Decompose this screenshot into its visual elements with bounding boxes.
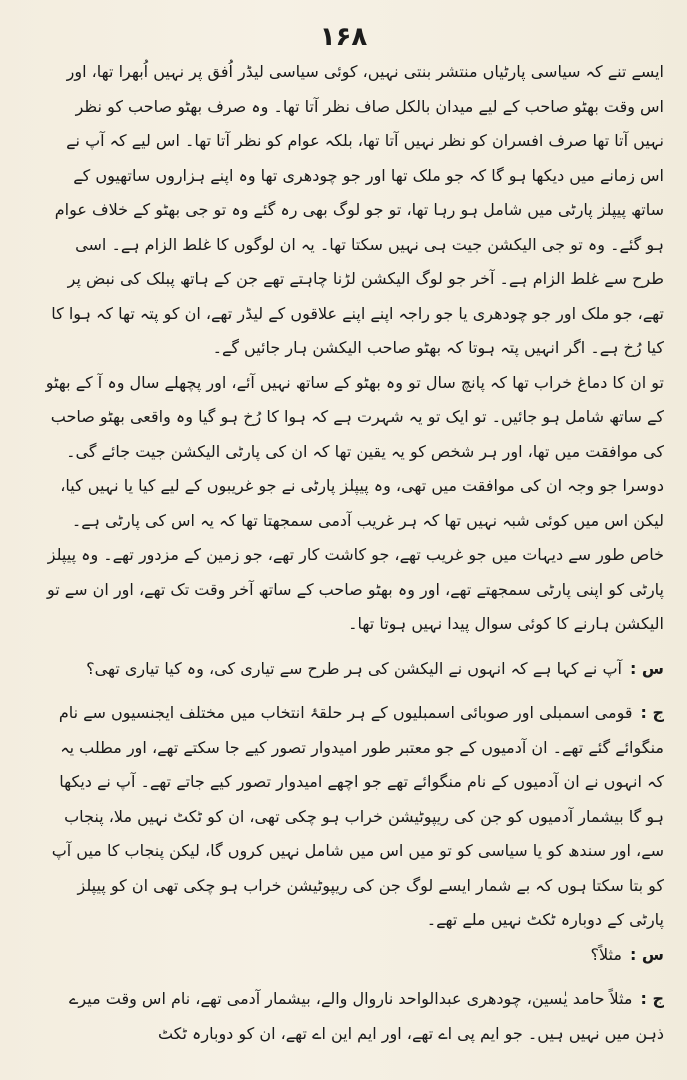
answer-label: ج : <box>640 703 664 722</box>
page-body <box>44 55 664 1065</box>
answer-text: مثلاً حامد یٰسین، چودھری عبدالواحد ناروال والے، بیشمار آدمی تھے، نام اس وقت میرے ذہن میں نہیں ہیں۔ جو ایم پی اے تھے، اور ایم این اے تھے، ان کو دوبارہ ٹکٹ <box>69 989 664 1043</box>
question-2 <box>44 938 664 973</box>
answer-1 <box>44 696 664 938</box>
answer-2 <box>44 982 664 1051</box>
question-label: س : <box>629 658 664 678</box>
answer-text: قومی اسمبلی اور صوبائی اسمبلیوں کے ہر حلقۂ انتخاب میں مختلف ایجنسیوں سے نام منگوائے گئے تھے۔ ان آدمیوں کے جو معتبر طور امیدوار تصور کیے جا سکتے تھے، اور مطلب یہ کہ انہوں نے ان آدمیوں کے نام منگوائے تھے جو اچھے امیدوار تصور کیے جاتے تھے۔ آپ نے دیکھا ہو گا بیشمار آدمیوں کو جن کی ریپوٹیشن خراب ہو چکی تھی، ان کو ٹکٹ نہیں ملا، پنجاب سے، اور سندھ کو یا سیاسی کو تو میں اس میں شامل نہیں کروں گا، لیکن پنجاب کا میں آپ کو بتا سکتا ہوں کہ بے شمار ایسے لوگ جن کی ریپوٹیشن خراب ہو چکی تھی ان کو پیپلز پارٹی کے دوبارہ ٹکٹ نہیں ملے تھے۔ <box>51 703 664 929</box>
question-text: مثلاً؟ <box>590 944 622 964</box>
answer-label: ج : <box>640 989 664 1008</box>
paragraph-1 <box>44 55 664 366</box>
question-1 <box>44 652 664 687</box>
paragraph-text: ایسے تنے کہ سیاسی پارٹیاں منتشر بنتی نہیں، کوئی سیاسی لیڈر اُفق پر نہیں اُبھرا تھا، اور اس وقت بھٹو صاحب کے لیے میدان بالکل صاف نظر آتا تھا۔ وہ صرف بھٹو صاحب کو نظر نہیں آتا تھا صرف افسران کو نظر نہیں آتا تھا، بلکہ عوام کو نظر آتا تھا۔ اس لیے کہ آپ نے اس زمانے میں دیکھا ہو گا کہ جو ملک تھا اور جو چودھری تھا وہ اپنے ہزاروں ساتھیوں کے ساتھ پیپلز پارٹی میں شامل ہو رہا تھا، تو جو لوگ بھی رہ گئے وہ تو جی بھٹو کے خلاف عوام ہو گئے۔ وہ تو جی الیکشن جیت ہی نہیں سکتا تھا۔ یہ ان لوگوں کا غلط الزام ہے۔ اسی طرح سے غلط الزام ہے۔ آخر جو لوگ الیکشن لڑنا چاہتے تھے جن کے ہاتھ پبلک کی نبض پر تھے، جو ملک اور جو چودھری یا جو راجہ اپنے اپنے علاقوں کے لیڈر تھے، ان کو پتہ تھا کہ ہوا کا کیا رُخ ہے۔ اگر انہیں پتہ ہوتا کہ بھٹو صاحب الیکشن ہار جائیں گے۔ <box>51 62 664 357</box>
question-label: س : <box>629 944 664 964</box>
question-text: آپ نے کہا ہے کہ انہوں نے الیکشن کی ہر طرح سے تیاری کی، وہ کیا تیاری تھی؟ <box>86 658 622 678</box>
page-number: ۱۶۸ <box>319 22 368 52</box>
paragraph-text: تو ان کا دماغ خراب تھا کہ پانچ سال تو وہ بھٹو کے ساتھ نہیں آئے، اور پچھلے سال وہ آ کے بھٹو کے ساتھ شامل ہو جائیں۔ تو ایک تو یہ شہرت ہے کہ ہوا کا رُخ ہو گیا وہ واقعی بھٹو صاحب کی موافقت میں تھا، اور ہر شخص کو یہ یقین تھا کہ ان کی پارٹی الیکشن جیت جائے گی۔ دوسرا جو وجہ ان کی موافقت میں تھی، وہ پیپلز پارٹی نے جو غریبوں کے لیے کیا یا نہیں کیا، لیکن اس میں کوئی شبہ نہیں تھا کہ ہر غریب آدمی سمجھتا تھا کہ یہ اس کی پارٹی ہے۔ خاص طور سے دیہات میں جو غریب تھے، جو کاشت کار تھے، جو زمین کے مزدور تھے۔ وہ پیپلز پارٹی کو اپنی پارٹی سمجھتے تھے، اور وہ بھٹو صاحب کے ساتھ آخر وقت تک تھے، اور ان سے تو الیکشن ہارنے کا کوئی سوال پیدا نہیں ہوتا تھا۔ <box>45 372 664 633</box>
paragraph-2 <box>44 366 664 642</box>
